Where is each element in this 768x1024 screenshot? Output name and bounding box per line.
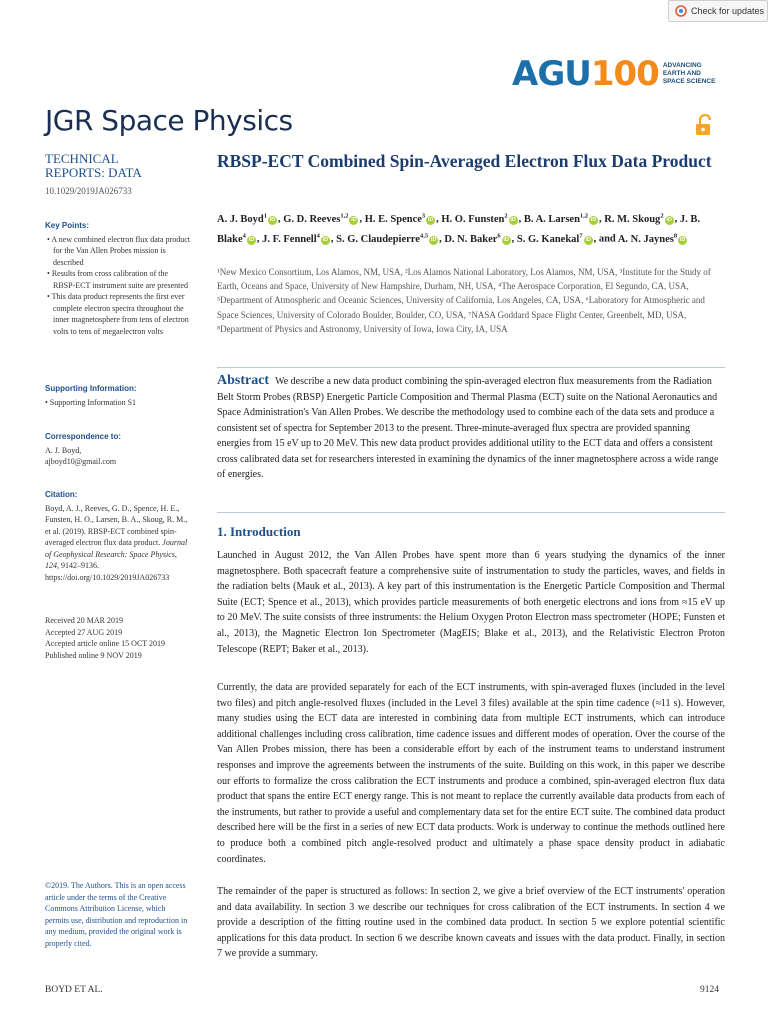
abstract-text: We describe a new data product combining the spin-averaged electron flux measurements from the Radiation Belt Storm Probes (RBSP) Energetic Particle Composition and Thermal Plasma (ECT) suite on the National Aeronautics and Space Administration's Van Allen Probes. We describe the methodology used to combine each of the data sets and produce a consistent set of spectra for September 2013 to the present. Three-minute-averaged flux spectra are provided spanning energies from 15 eV up to 20 MeV. This new data product provides additional utility to the ECT data and offers a consistent cross calibrated data set for researchers interested in examining the dynamics of the inner magnetosphere across a wide range of energies.: [217, 376, 719, 480]
correspondence-email[interactable]: ajboyd10@gmail.com: [45, 457, 117, 466]
orcid-icon[interactable]: iD: [248, 236, 255, 243]
abstract: [217, 373, 725, 483]
author: J. F. Fennell$^4$iD: [262, 232, 329, 245]
author: A. N. Jaynes$^8$iD: [617, 232, 686, 245]
report-type: [45, 152, 142, 180]
author: S. G. Claudepierre$^{4,5}$iD: [336, 232, 437, 245]
abstract-heading: Abstract: [217, 373, 270, 388]
author: S. G. Kanekal$^7$iD: [516, 232, 591, 245]
correspondence-heading: Correspondence to:: [45, 432, 122, 441]
article-title: RBSP-ECT Combined Spin-Averaged Electron Flux Data Product: [217, 151, 712, 171]
page-number: 9124: [700, 985, 719, 995]
key-point-item: • Results from cross calibration of the RBSP-ECT instrument suite are presented: [47, 269, 188, 290]
author: H. O. Funsten$^2$iD: [441, 212, 516, 225]
date-accepted-online: Accepted article online 15 OCT 2019: [45, 639, 166, 648]
check-for-updates-label: Check for updates: [691, 6, 765, 16]
correspondence-name: A. J. Boyd,: [45, 445, 82, 455]
author: B. A. Larsen$^{1,2}$iD: [523, 212, 597, 225]
divider: [217, 367, 725, 368]
license-note: ©2019. The Authors. This is an open access article under the terms of the Creative Commons Attribution License, which permits use, distribution and reproduction in any medium, provided the original work is properly cited.: [45, 881, 188, 948]
key-point-item: • A new combined electron flux data product for the Van Allen Probes mission is described: [47, 234, 190, 267]
supporting-information: [45, 383, 190, 408]
paragraph: The remainder of the paper is structured as follows: In section 2, we give a brief overview of the ECT instruments' operation and data availability. In section 3 we describe our techniques for cross calibration of the ECT instruments. In section 4 we provide a description of the fitting routine used in the combined data product. In section 5 we explore potential scientific applications for this data product. In section 6 we describe known caveats and issues with the data product. Finally, in section 7 we provide a summary.: [217, 886, 725, 960]
agu-tag-line-2: EARTH AND: [662, 70, 701, 77]
journal-title: JGR Space Physics: [45, 104, 293, 137]
running-footer-authors: BOYD ET AL.: [45, 985, 103, 995]
divider: [217, 512, 725, 513]
report-type-line-2: REPORTS: DATA: [45, 165, 142, 180]
report-type-line-1: TECHNICAL: [45, 151, 119, 166]
article-dates: [45, 615, 190, 661]
doi[interactable]: 10.1029/2019JA026733: [45, 186, 132, 196]
orcid-icon[interactable]: iD: [427, 216, 434, 223]
supporting-heading: Supporting Information:: [45, 384, 137, 393]
orcid-icon[interactable]: iD: [503, 236, 509, 243]
date-accepted: Accepted 27 AUG 2019: [45, 627, 123, 637]
paragraph: Currently, the data are provided separately for each of the ECT instruments, with spin-averaged fluxes (included in the level two files) and pitch angle-resolved fluxes (included in the Level 3 files) available at the spin time cadence (≈11 s). However, many studies using the ECT data are interested in combining data from multiple ECT instruments, which can introduce additional challenges including cross calibration, time cadence issues and different modes of operation. Over the course of the Van Allen Probes mission, there has been a considerable effort by each of the instrument teams to understand instrument responses and improve the agreements between the instruments of the suite. Building on this work, in this paper we describe our efforts to formalize the cross calibration the ECT instruments and produce a combined, spin-averaged electron flux data product that spans the entire ECT energy range. This is not meant to replace the currently available data products from each of the instruments, but rather to provide a useful and complementary data set for the entire ECT suite. The combined data product described here will be the first in a series of new ECT data products. Work is underway to continue the methods outlined here to produce both a combined pitch angle-resolved product and ultimately a phase space density product in adiabatic coordinates.: [217, 682, 725, 865]
author: R. M. Skoug$^2$iD: [604, 212, 672, 225]
date-received: Received 20 MAR 2019: [45, 616, 123, 625]
author: A. J. Boyd$^1$iD: [217, 212, 276, 225]
orcid-icon[interactable]: iD: [322, 236, 329, 243]
author-list: A. J. Boyd$^1$iD , G. D. Reeves$^{1,2}$iD , H. E. Spence$^3$iD , H. O. Funsten$^2$iD , B. A. Larsen$^{1,2}$iD , R. M. Skoug$^2$iD , J. B. Blake$^4$iD , J. F. Fennell$^4$iD , S. G. Claudepierre$^{4,5}$iD , D. N. Baker$^6$iD , S. G. Kanekal$^7$iD , and A. N. Jaynes$^8$iD: [217, 212, 700, 245]
orcid-icon[interactable]: iD: [269, 216, 276, 223]
agu-tag-line-1: ADVANCING: [662, 62, 702, 69]
author: G. D. Reeves$^{1,2}$iD: [283, 212, 357, 225]
agu-logo-number: 100: [590, 54, 659, 94]
key-points-heading: Key Points:: [45, 221, 90, 230]
key-point-item: • This data product represents the first ever complete electron spectra throughout the inner magnetosphere from tens of electron volts to tens of megaelectron volts: [47, 292, 189, 336]
orcid-icon[interactable]: iD: [510, 216, 516, 223]
author: J. B. Blake$^4$iD: [217, 213, 700, 245]
orcid-icon[interactable]: iD: [351, 216, 357, 223]
citation-heading: Citation:: [45, 490, 78, 499]
correspondence: [45, 431, 190, 468]
date-published: Published online 9 NOV 2019: [45, 650, 142, 660]
orcid-icon[interactable]: iD: [590, 216, 597, 223]
orcid-icon[interactable]: iD: [585, 236, 591, 243]
key-points: [45, 220, 190, 337]
orcid-icon[interactable]: iD: [679, 236, 686, 243]
update-icon: [675, 5, 687, 17]
agu-tag-line-3: SPACE SCIENCE: [662, 78, 716, 85]
citation: [45, 489, 190, 583]
agu-logo-tagline: [663, 62, 716, 86]
author: H. E. Spence$^3$iD: [364, 212, 434, 225]
check-for-updates-button[interactable]: [668, 0, 768, 22]
open-access-lock-icon: [694, 114, 714, 136]
orcid-icon[interactable]: iD: [666, 216, 672, 223]
author: D. N. Baker$^6$iD: [444, 232, 509, 245]
affiliations: ¹New Mexico Consortium, Los Alamos, NM, USA, ²Los Alamos National Laboratory, Los Alamos, NM, USA, ³Institute for the Study of Earth, Oceans and Space, University of New Hampshire, Durham, NH, USA, ⁴The Aerospace Corporation, El Segundo, CA, USA, ⁵Department of Atmospheric and Oceanic Sciences, University of California, Los Angeles, CA, USA, ⁶Laboratory for Atmospheric and Space Sciences, University of Colorado Boulder, Boulder, CO, USA, ⁷NASA Goddard Space Flight Center, Greenbelt, MD, USA, ⁸Department of Physics and Astronomy, University of Iowa, Iowa City, IA, USA: [217, 267, 711, 334]
agu-logo-text: AGU: [512, 54, 591, 94]
supporting-link[interactable]: • Supporting Information S1: [45, 397, 137, 407]
citation-text: Boyd, A. J., Reeves, G. D., Spence, H. E., Funsten, H. O., Larsen, B. A., Skoug, R. M., et al. (2019). RBSP-ECT combined spin-averaged electron flux data product. Journal of Geophysical Research: Space Physics, 124, 9142–9136. https://doi.org/10.1029/2019JA026733: [45, 503, 188, 582]
orcid-icon[interactable]: iD: [430, 236, 437, 243]
agu-logo: [512, 54, 715, 94]
section-heading: 1. Introduction: [217, 524, 301, 539]
paragraph: Launched in August 2012, the Van Allen Probes have spent more than 6 years studying the dynamics of the inner magnetosphere. Both spacecraft feature a comprehensive suite of instrumentation to study the particles, waves, and fields in the radiation belts (Mauk et al., 2013). A key part of this instrumentation is the Energetic Particle Composition and Thermal Suite (ECT; Spence et al., 2013), which provides particle measurements of both energetic electrons and ions from ≈15 eV up to 20 MeV. The suite consists of three instruments: the Helium Oxygen Proton Electron mass spectrometer (HOPE; Funsten et al., 2013), the Magnetic Electron Ion Spectrometer (MagEIS; Blake et al., 2013), and the Relativistic Electron Proton Telescope (REPT; Baker et al., 2013).: [217, 550, 725, 655]
